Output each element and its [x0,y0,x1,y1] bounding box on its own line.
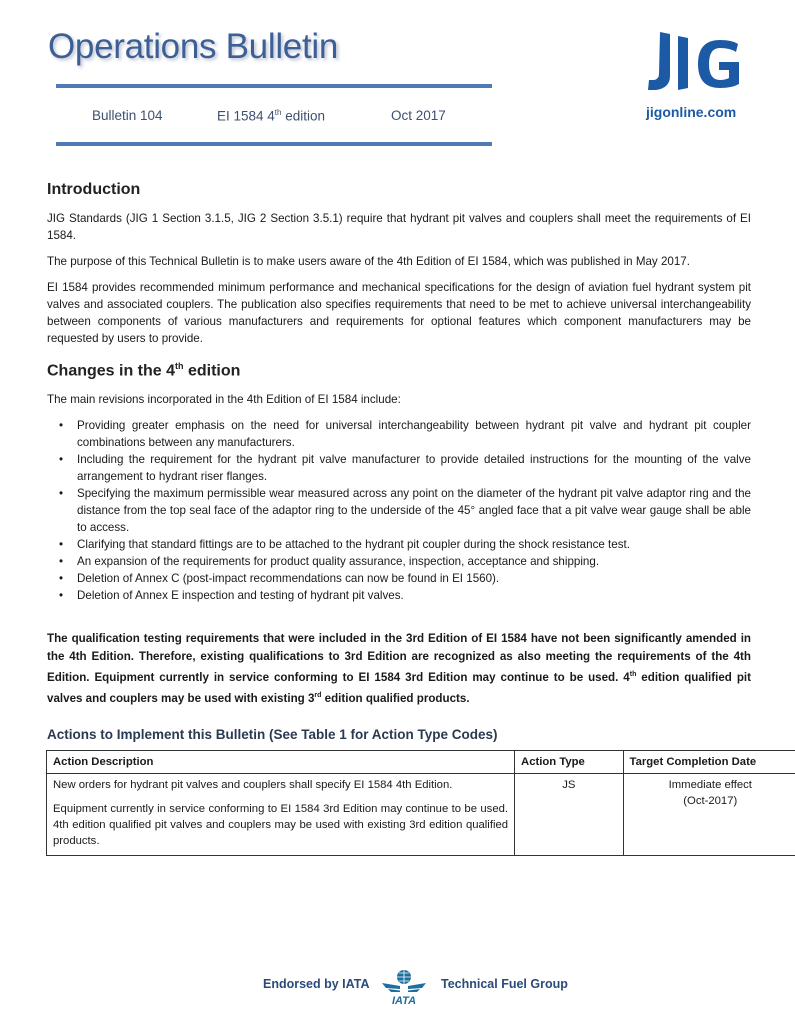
page-footer [0,975,795,1015]
svg-text:IATA: IATA [391,995,417,1007]
bulletin-number: Bulletin 104 [92,108,163,123]
actions-heading: Actions to Implement this Bulletin (See Table 1 for Action Type Codes) [47,727,498,743]
intro-paragraph: The purpose of this Technical Bulletin is to make users aware of the 4th Edition of EI 1584, which was published in May 2017. [47,255,690,268]
intro-paragraph: JIG Standards (JIG 1 Section 3.1.5, JIG 2 Section 3.5.1) require that hydrant pit valves and couplers shall meet the requirements of EI 1584. [47,212,751,242]
column-header-description: Action Description [47,751,515,774]
jig-logo-icon [646,30,742,92]
edition-label: EI 1584 4th edition [217,108,326,124]
list-item: • Clarifying that standard fittings are to be attached to the hydrant pit coupler during the shock resistance test. [47,536,751,553]
qualification-statement: The qualification testing requirements that were included in the 3rd Edition of EI 1584 have not been significantly amended in the 4th Edition. Therefore, existing qualifications to 3rd Edition are recognized as also meeting the requirements of the 4th Edition. Equipment currently in service conforming to EI 1584 3rd Edition may continue to be used. 4th edition qualified pit valves and couplers may be used with existing 3rd edition qualified products. [47,632,751,706]
bulletin-body [47,180,757,856]
header-rule-top [56,84,492,88]
changes-list [47,417,751,604]
endorsed-by-label: Endorsed by IATA [263,977,370,991]
list-item: • An expansion of the requirements for product quality assurance, inspection, acceptance and shipping. [47,553,751,570]
list-item: • Deletion of Annex E inspection and testing of hydrant pit valves. [47,587,751,604]
table-row [47,774,795,856]
list-item: • Including the requirement for the hydrant pit valve manufacturer to provide detailed instructions for the mounting of the valve arrangement to hydrant riser flanges. [47,451,751,485]
list-item: • Deletion of Annex C (post-impact recommendations can now be found in EI 1560). [47,570,751,587]
page-title: Operations Bulletin [48,27,339,66]
technical-fuel-group-label: Technical Fuel Group [441,977,568,991]
list-item: • Specifying the maximum permissible wear measured across any point on the diameter of the hydrant pit valve adaptor ring and the distance from the top seal face of the adaptor ring to the underside of the 45° angled face that a pit valve wear gauge shall be able to access. [47,485,751,536]
table-header-row [47,751,795,774]
iata-logo-icon [380,967,428,1007]
action-type-cell: JS [515,774,624,856]
bulletin-date: Oct 2017 [391,108,446,123]
changes-heading: Changes in the 4th edition [47,361,241,380]
column-header-target-date: Target Completion Date [623,751,795,774]
list-item: • Providing greater emphasis on the need for universal interchangeability between hydrant pit valve and hydrant pit coupler combinations between any manufacturers. [47,417,751,451]
intro-paragraph: EI 1584 provides recommended minimum performance and mechanical specifications for the design of aviation fuel hydrant system pit valves and associated couplers. The publication also specifies requirements that need to be met to achieve universal interchangeability between components of various manufacturers and requirements for optional features which component manufacturers may be requested by users to provide. [47,281,751,345]
column-header-type: Action Type [515,751,624,774]
introduction-heading: Introduction [47,181,141,198]
action-description-cell: New orders for hydrant pit valves and couplers shall specify EI 1584 4th Edition. Equipment currently in service conforming to EI 1584 3rd Edition may continue to be used. 4th edition qualified pit valves and couplers may be used with existing 3rd edition qualified products. [47,774,515,856]
actions-table [46,750,795,856]
header-rule-bottom [56,142,492,146]
changes-intro: The main revisions incorporated in the 4th Edition of EI 1584 include: [47,393,401,407]
jig-website-link[interactable]: jigonline.com [646,104,737,120]
target-date-cell: Immediate effect (Oct-2017) [623,774,795,856]
